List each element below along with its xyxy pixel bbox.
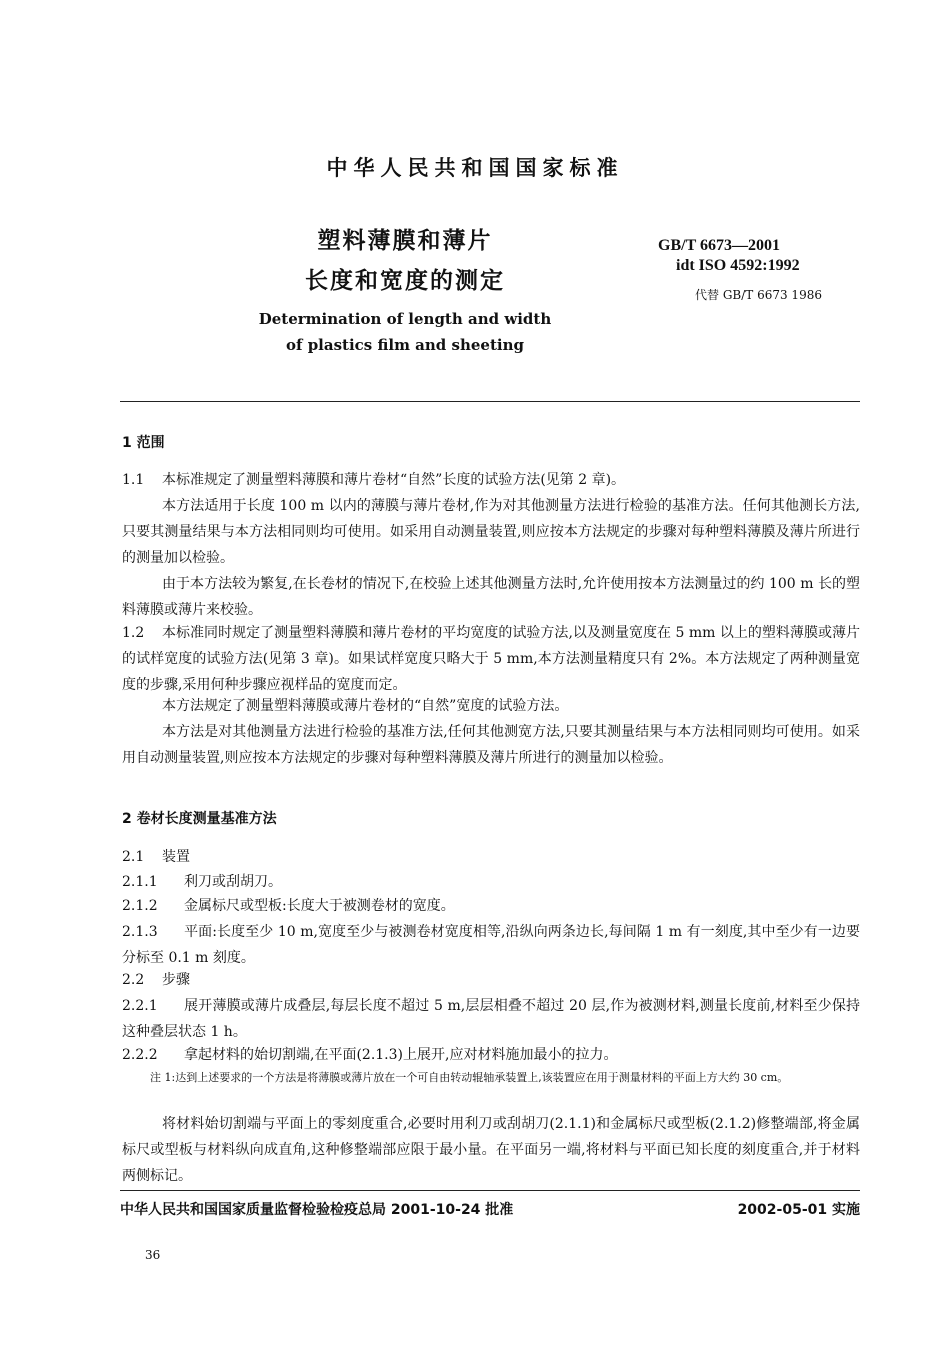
approval-statement: 中华人民共和国国家质量监督检验检疫总局 2001-10-24 批准: [120, 1202, 514, 1218]
clause-text: 本标准同时规定了测量塑料薄膜和薄片卷材的平均宽度的试验方法,以及测量宽度在 5 mm 以上的塑料薄膜或薄片的试样宽度的试验方法(见第 3 章)。如果试样宽度只略大于 5 mm,本方法测量精度只有 2%。本方法规定了两种测量宽度的步骤,采用何种步骤应视样品的宽度而定。: [122, 625, 860, 693]
title-cn-line2: 长度和宽度的测定: [305, 268, 505, 294]
issuing-authority-heading: 中华人民共和国国家标准: [326, 156, 624, 180]
clause-2-2: [122, 967, 860, 993]
title-en-line2: of plastics film and sheeting: [286, 336, 524, 354]
clause-2-1-1: [122, 869, 860, 895]
clause-text: 拿起材料的始切割端,在平面(2.1.3)上展开,应对材料施加最小的拉力。: [184, 1047, 618, 1063]
clause-number: 1.2: [122, 625, 145, 641]
clause-2-1: [122, 844, 860, 870]
section-2-heading: 2 卷材长度测量基准方法: [122, 811, 277, 827]
clause-1-1: [122, 467, 860, 493]
clause-text: 步骤: [162, 972, 190, 988]
paragraph-natural-width: 本方法规定了测量塑料薄膜或薄片卷材的“自然”宽度的试验方法。: [162, 698, 569, 714]
paragraph-scope-length: 本方法适用于长度 100 m 以内的薄膜与薄片卷材,作为对其他测量方法进行检验的基准方法。任何其他测长方法,只要其测量结果与本方法相同则均可使用。如采用自动测量装置,则应按本方法规定的步骤对每种塑料薄膜及薄片所进行的测量加以检验。: [122, 498, 860, 566]
note-1: 注 1:达到上述要求的一个方法是将薄膜或薄片放在一个可自由转动辊轴承装置上,该装置应在用于测量材料的平面上方大约 30 cm。: [150, 1071, 789, 1084]
clause-text: 平面:长度至少 10 m,宽度至少与被测卷材宽度相等,沿纵向两条边长,每间隔 1 m 有一刻度,其中至少有一边要分标至 0.1 m 刻度。: [122, 924, 860, 966]
clause-text: 金属标尺或型板:长度大于被测卷材的宽度。: [184, 898, 455, 914]
title-en-line1: Determination of length and width: [258, 310, 552, 328]
clause-text: 利刀或刮胡刀。: [184, 874, 282, 890]
section-1-heading: 1 范围: [122, 435, 165, 451]
clause-2-2-2: [122, 1042, 860, 1068]
paragraph-procedure: 将材料始切割端与平面上的零刻度重合,必要时用利刀或刮胡刀(2.1.1)和金属标尺或型板(2.1.2)修整端部,将金属标尺或型板与材料纵向成直角,这种修整端部应限于最小量。在平面另一端,将材料与平面已知长度的刻度重合,并于材料两侧标记。: [122, 1116, 860, 1184]
clause-number: 2.2.2: [122, 1047, 158, 1063]
clause-text: 本标准规定了测量塑料薄膜和薄片卷材“自然”长度的试验方法(见第 2 章)。: [162, 472, 626, 488]
standard-number: GB/T 6673—2001: [658, 237, 780, 254]
implementation-date: 2002-05-01 实施: [737, 1202, 860, 1218]
clause-text: 展开薄膜或薄片成叠层,每层长度不超过 5 m,层层相叠不超过 20 层,作为被测材料,测量长度前,材料至少保持这种叠层状态 1 h。: [122, 998, 860, 1040]
clause-number: 1.1: [122, 472, 145, 488]
clause-number: 2.1.2: [122, 898, 158, 914]
title-cn-line1: 塑料薄膜和薄片: [317, 228, 493, 254]
clause-number: 2.1.3: [122, 924, 158, 940]
clause-2-1-2: [122, 893, 860, 919]
paragraph-reference-method: 本方法是对其他测量方法进行检验的基准方法,任何其他测宽方法,只要其测量结果与本方法相同则均可使用。如采用自动测量装置,则应按本方法规定的步骤对每种塑料薄膜及薄片所进行的测量加以检验。: [122, 724, 860, 766]
clause-2-1-3: [122, 919, 860, 971]
clause-1-2: [122, 620, 860, 698]
page-number: 36: [145, 1248, 161, 1262]
clause-text: 装置: [162, 849, 190, 865]
clause-number: 2.1: [122, 849, 145, 865]
clause-number: 2.2: [122, 972, 145, 988]
idt-reference: idt ISO 4592:1992: [676, 257, 800, 274]
clause-2-2-1: [122, 993, 860, 1045]
clause-number: 2.2.1: [122, 998, 158, 1014]
replaces-standard: 代替 GB/T 6673 1986: [695, 288, 822, 302]
clause-number: 2.1.1: [122, 874, 158, 890]
top-divider: [120, 401, 860, 402]
paragraph-calibration: 由于本方法较为繁复,在长卷材的情况下,在校验上述其他测量方法时,允许使用按本方法测量过的约 100 m 长的塑料薄膜或薄片来校验。: [122, 576, 860, 618]
footer-divider: [120, 1190, 860, 1191]
